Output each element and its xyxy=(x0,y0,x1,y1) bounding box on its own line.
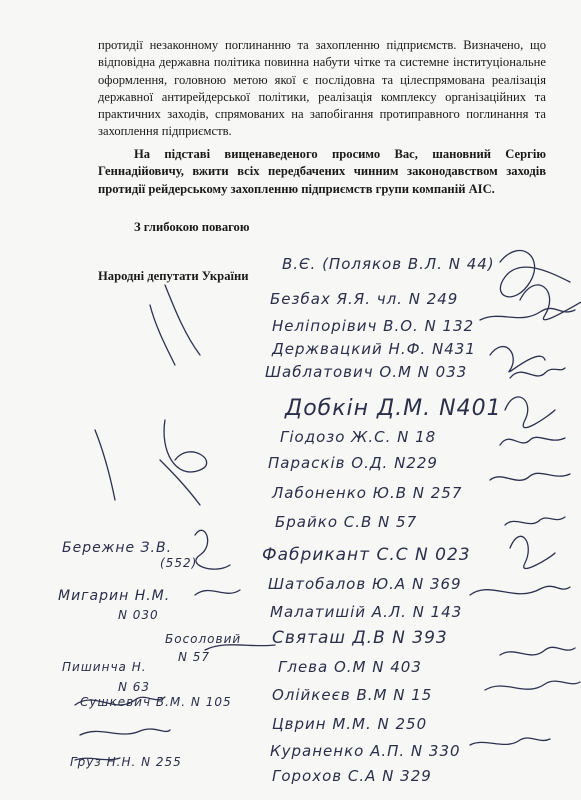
signature-line: Пишинча Н. xyxy=(62,660,147,674)
signature-line: Шатобалов Ю.А N 369 xyxy=(268,575,462,593)
signature-line: N 63 xyxy=(118,680,151,694)
signature-line: Сушкевич В.М. N 105 xyxy=(80,695,232,709)
signature-line: Олійкеєв В.М N 15 xyxy=(272,686,433,704)
signature-line: Груз Н.Н. N 255 xyxy=(70,755,182,769)
signature-line: Глева О.М N 403 xyxy=(278,658,422,676)
signature-line: Добкін Д.М. N401 xyxy=(285,396,502,421)
signatory-title: Народні депутати України xyxy=(98,269,249,283)
signature-line: Шаблатович О.М N 033 xyxy=(265,363,468,381)
signature-line: N 57 xyxy=(178,650,211,664)
signature-line: Гіодозо Ж.С. N 18 xyxy=(280,428,437,446)
letter-paragraph-2: На підставі вищенаведеного просимо Вас, шановний Сергію Геннадійовичу, вжити всіх передбачених чинним законодавством заходів протидії рейдерському захопленню підприємств групи компаній АІС. xyxy=(98,147,546,196)
signature-line: Кураненко А.П. N 330 xyxy=(270,742,461,760)
signature-line: Бережне З.В. xyxy=(62,540,173,556)
signature-line: Фабрикант С.С N 023 xyxy=(262,545,471,565)
signature-line: Горохов С.А N 329 xyxy=(272,767,432,785)
signature-line: Безбах Я.Я. чл. N 249 xyxy=(270,290,459,308)
letter-paragraph-1: протидії незаконному поглинанню та захопленню підприємств. Визначено, що відповідна державна політика повинна набути чітке та системне інституціональне оформлення, головною метою якої є послідовна та цілеспрямована реалізація державної антирейдерської політики, реалізація комплексу організаційних та практичних заходів, спрямованих на запобігання протиправного поглинання та захоплення підприємств. xyxy=(98,38,546,139)
signature-line: (552) xyxy=(160,556,198,570)
signature-line: N 030 xyxy=(118,608,159,622)
signature-line: Держвацкий Н.Ф. N431 xyxy=(272,340,476,358)
signature-line: Парасків О.Д. N229 xyxy=(268,454,438,472)
signature-line: Неліпорівич В.О. N 132 xyxy=(272,317,475,335)
signature-line: Святаш Д.В N 393 xyxy=(272,628,448,648)
signature-line: Босоловий xyxy=(165,632,242,646)
signature-line: Малатишій А.Л. N 143 xyxy=(270,603,463,621)
signature-line: Мигарин Н.М. xyxy=(58,588,171,604)
signature-line: Лабоненко Ю.В N 257 xyxy=(272,484,463,502)
signature-line: Цврин М.М. N 250 xyxy=(272,715,428,733)
signature-line: В.Є. (Поляков В.Л. N 44) xyxy=(282,255,495,273)
signature-line: Брайко С.В N 57 xyxy=(275,513,418,531)
closing-phrase: З глибокою повагою xyxy=(134,220,250,234)
